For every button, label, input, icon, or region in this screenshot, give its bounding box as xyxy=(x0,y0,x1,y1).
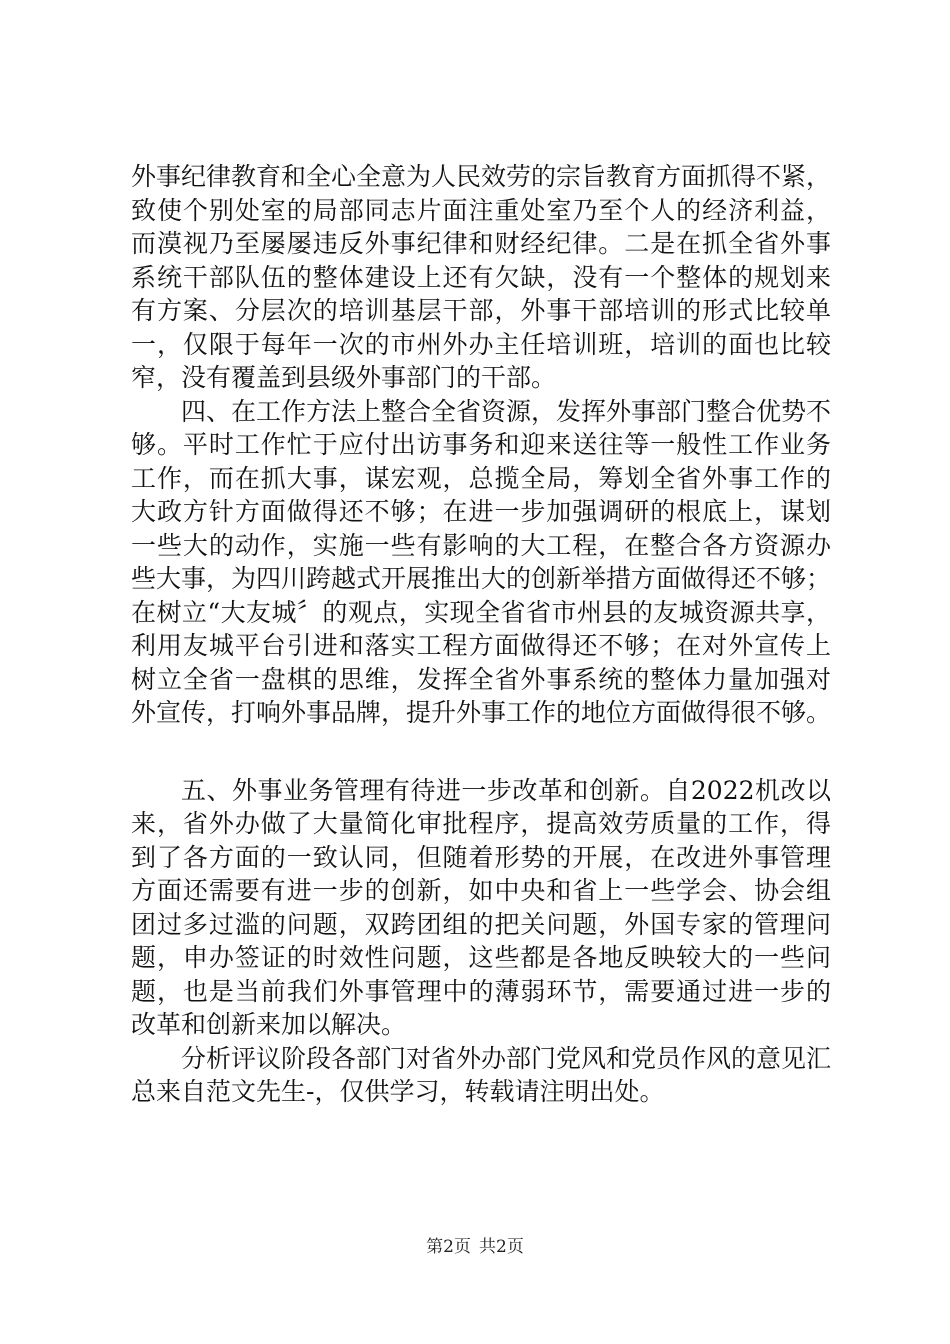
paragraph-continuation xyxy=(131,160,831,395)
document-body xyxy=(131,160,831,1109)
text-line: 而漠视乃至屡屡违反外事纪律和财经纪律。二是在抓全省外事 xyxy=(131,229,831,258)
text-line: 题，也是当前我们外事管理中的薄弱环节，需要通过进一步的 xyxy=(131,976,831,1006)
text-line: 分析评议阶段各部门对省外办部门党风和党员作风的意见汇 xyxy=(181,1043,832,1073)
text-line: 四、在工作方法上整合全省资源，发挥外事部门整合优势不 xyxy=(181,396,832,426)
text-line: 树立全省一盘棋的思维，发挥全省外事系统的整体力量加强对 xyxy=(131,664,831,694)
paragraph-closing-note xyxy=(131,1042,831,1109)
paragraph-section-five xyxy=(131,774,831,1042)
text-line: 外宣传，打响外事品牌，提升外事工作的地位方面做得很不够。 xyxy=(131,698,832,727)
text-line: 致使个别处室的局部同志片面注重处室乃至个人的经济利益， xyxy=(131,195,831,225)
text-line: 在树立“大友城〞的观点，实现全省省市州县的友城资源共享， xyxy=(131,597,831,627)
text-line: 够。平时工作忙于应付出访事务和迎来送往等一般性工作业务 xyxy=(131,430,831,459)
text-line: 总来自范文先生-，仅供学习，转载请注明出处。 xyxy=(131,1077,665,1106)
text-line: 来，省外办做了大量简化审批程序，提高效劳质量的工作，得 xyxy=(131,809,831,838)
text-line: 一，仅限于每年一次的市州外办主任培训班，培训的面也比较 xyxy=(131,329,831,359)
text-line: 有方案、分层次的培训基层干部，外事干部培训的形式比较单 xyxy=(131,296,831,325)
text-line: 些大事，为四川跨越式开展推出大的创新举措方面做得还不够； xyxy=(131,564,832,593)
page-number: 第2页 xyxy=(426,1237,471,1257)
text-line: 外事纪律教育和全心全意为人民效劳的宗旨教育方面抓得不紧， xyxy=(131,162,832,191)
page-total: 共2页 xyxy=(479,1237,524,1257)
text-line: 窄，没有覆盖到县级外事部门的干部。 xyxy=(131,363,557,392)
page-footer xyxy=(0,1236,950,1258)
text-line: 一些大的动作，实施一些有影响的大工程，在整合各方资源办 xyxy=(131,530,831,560)
text-line: 到了各方面的一致认同，但随着形势的开展，在改进外事管理 xyxy=(131,842,831,872)
text-line: 大政方针方面做得还不够；在进一步加强调研的根底上，谋划 xyxy=(131,497,831,526)
paragraph-spacer xyxy=(131,730,831,774)
text-line: 团过多过滥的问题，双跨团组的把关问题，外国专家的管理问 xyxy=(131,909,831,939)
text-line: 工作，而在抓大事，谋宏观，总揽全局，筹划全省外事工作的 xyxy=(131,463,831,493)
text-line: 五、外事业务管理有待进一步改革和创新。自2022机改以 xyxy=(181,775,831,805)
text-line: 题，申办签证的时效性问题，这些都是各地反映较大的一些问 xyxy=(131,943,831,972)
text-line: 系统干部队伍的整体建设上还有欠缺，没有一个整体的规划来 xyxy=(131,262,831,292)
text-line: 改革和创新来加以解决。 xyxy=(131,1010,407,1039)
paragraph-section-four xyxy=(131,395,831,730)
text-line: 方面还需要有进一步的创新，如中央和省上一些学会、协会组 xyxy=(131,876,831,905)
text-line: 利用友城平台引进和落实工程方面做得还不够；在对外宣传上 xyxy=(131,631,831,660)
